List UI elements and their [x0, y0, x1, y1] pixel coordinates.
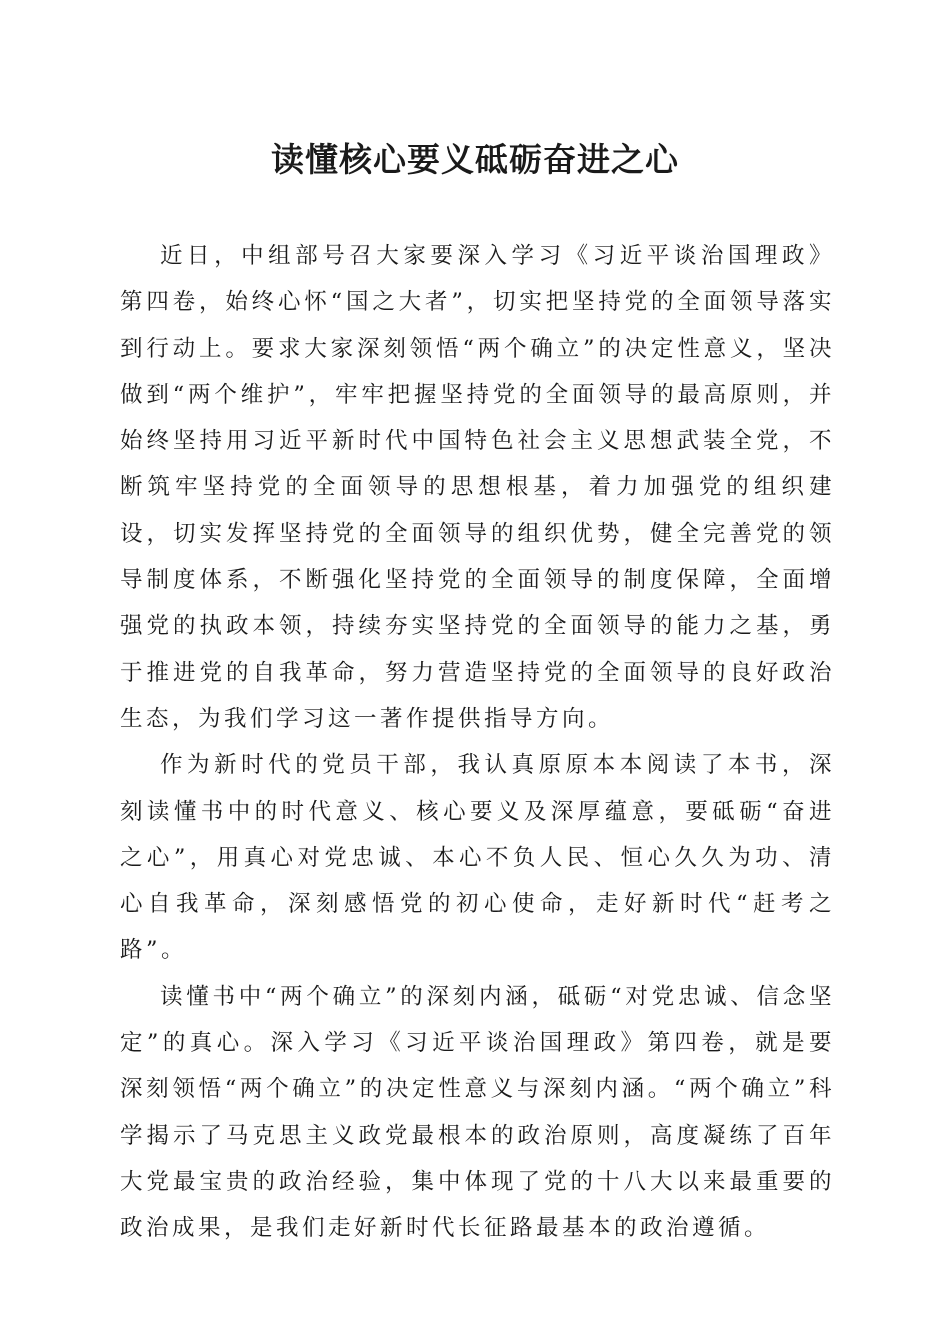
paragraph-3: 读懂书中“两个确立”的深刻内涵，砥砺“对党忠诚、信念坚定”的真心。深入学习《习近平谈治国理政》第四卷，就是要深刻领悟“两个确立”的决定性意义与深刻内涵。“两个确立”科学揭示了马克思主义政党最根本的政治原则，高度凝练了百年大党最宝贵的政治经验，集中体现了党的十八大以来最重要的政治成果，是我们走好新时代长征路最基本的政治遵循。	[120, 983, 835, 1242]
paragraph-2: 作为新时代的党员干部，我认真原原本本阅读了本书，深刻读懂书中的时代意义、核心要义及深厚蕴意，要砥砺“奋进之心”，用真心对党忠诚、本心不负人民、恒心久久为功、清心自我革命，深刻感悟党的初心使命，走好新时代“赶考之路”。	[120, 752, 835, 964]
document-title: 读懂核心要义砥砺奋进之心	[271, 140, 679, 179]
paragraph-1: 近日，中组部号召大家要深入学习《习近平谈治国理政》第四卷，始终心怀“国之大者”，切实把坚持党的全面领导落实到行动上。要求大家深刻领悟“两个确立”的决定性意义，坚决做到“两个维护”，牢牢把握坚持党的全面领导的最高原则，并始终坚持用习近平新时代中国特色社会主义思想武装全党，不断筑牢坚持党的全面领导的思想根基，着力加强党的组织建设，切实发挥坚持党的全面领导的组织优势，健全完善党的领导制度体系，不断强化坚持党的全面领导的制度保障，全面增强党的执政本领，持续夯实坚持党的全面领导的能力之基，勇于推进党的自我革命，努力营造坚持党的全面领导的良好政治生态，为我们学习这一著作提供指导方向。	[120, 243, 835, 732]
document-body	[120, 233, 835, 1252]
